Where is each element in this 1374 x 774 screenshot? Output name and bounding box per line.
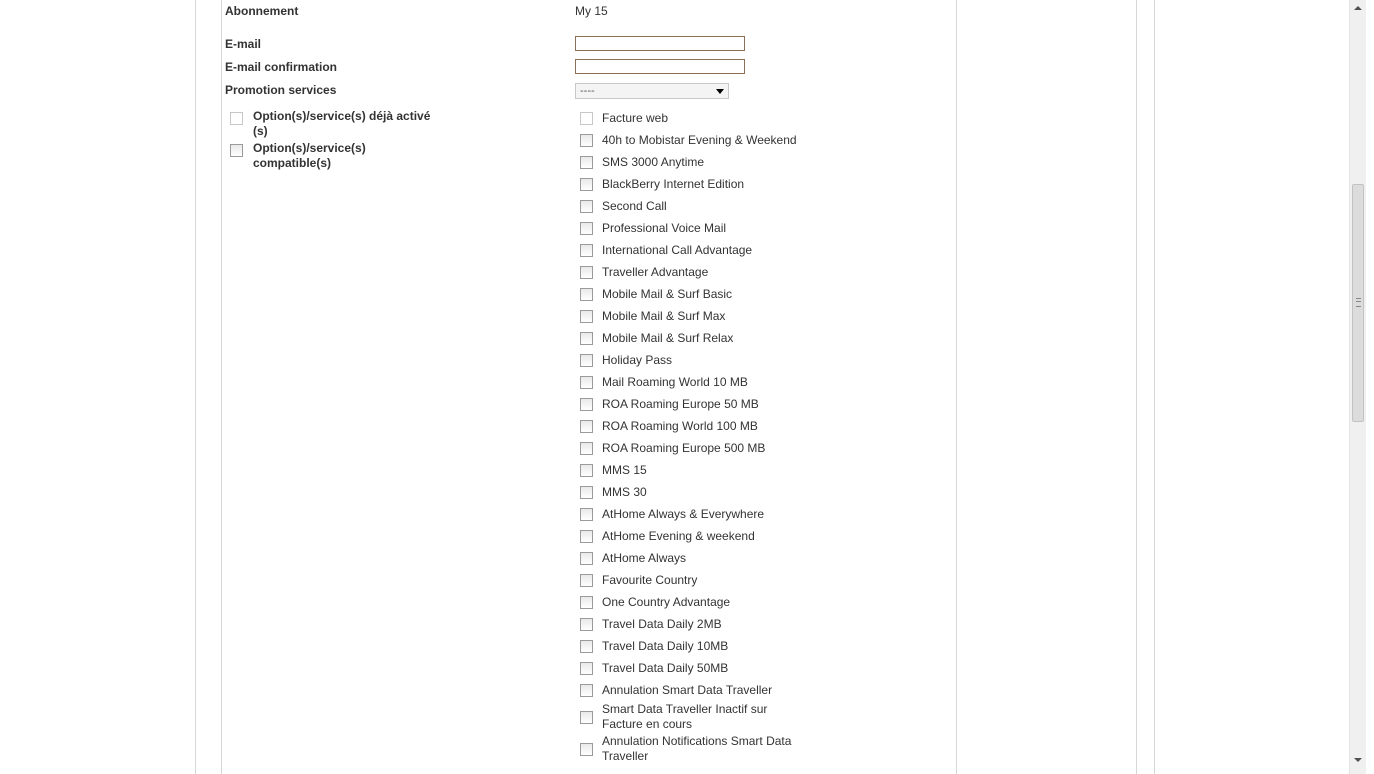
service-checkbox[interactable] [580,574,593,587]
service-label: International Call Advantage [602,243,753,257]
service-checkbox[interactable] [580,222,593,235]
compatible-services-label: Option(s)/service(s) compatible(s) [253,141,366,170]
service-checkbox[interactable] [580,288,593,301]
service-checkbox[interactable] [580,442,593,455]
service-label: Second Call [602,199,667,213]
service-label: AtHome Evening & weekend [602,529,755,543]
service-checkbox[interactable] [580,552,593,565]
subscription-value: My 15 [575,4,608,18]
service-checkbox[interactable] [580,530,593,543]
promotion-services-label: Promotion services [225,83,337,97]
service-label: Facture web [602,111,669,125]
service-checkbox[interactable] [580,420,593,433]
service-label: AtHome Always [602,551,687,565]
service-checkbox[interactable] [580,662,593,675]
service-checkbox[interactable] [580,743,593,756]
service-label: Travel Data Daily 2MB [602,617,722,631]
service-label: Annulation Smart Data Traveller [602,683,773,697]
vertical-scrollbar[interactable] [1349,0,1366,774]
service-label: Annulation Notifications Smart Data Traveller [602,734,792,763]
service-checkbox[interactable] [580,244,593,257]
service-label: 40h to Mobistar Evening & Weekend [602,133,797,147]
email-field[interactable] [575,36,745,51]
subscription-label: Abonnement [225,4,299,18]
scrollbar-thumb[interactable] [1352,184,1364,422]
service-checkbox[interactable] [580,640,593,653]
service-label: MMS 15 [602,463,647,477]
content-border-right [956,0,957,774]
service-checkbox[interactable] [580,508,593,521]
service-label: ROA Roaming Europe 50 MB [602,397,759,411]
service-checkbox[interactable] [580,711,593,724]
compatible-services-checkbox[interactable] [230,144,243,157]
service-checkbox[interactable] [580,376,593,389]
scroll-up-arrow-icon[interactable] [1354,6,1362,10]
service-label: Favourite Country [602,573,698,587]
service-label: Travel Data Daily 50MB [602,661,729,675]
service-label: Traveller Advantage [602,265,709,279]
page-border-right [1154,0,1155,774]
service-checkbox[interactable] [580,156,593,169]
service-label: Mobile Mail & Surf Basic [602,287,733,301]
service-checkbox[interactable] [580,684,593,697]
service-label: Mobile Mail & Surf Relax [602,331,734,345]
service-label: Mobile Mail & Surf Max [602,309,726,323]
service-label: SMS 3000 Anytime [602,155,705,169]
service-checkbox[interactable] [580,354,593,367]
service-label: One Country Advantage [602,595,731,609]
service-checkbox[interactable] [580,464,593,477]
content-border-left [221,0,222,774]
email-confirmation-label: E-mail confirmation [225,60,338,74]
active-services-checkbox[interactable] [230,112,243,125]
service-label: BlackBerry Internet Edition [602,177,745,191]
scroll-down-arrow-icon[interactable] [1354,758,1362,762]
service-checkbox[interactable] [580,310,593,323]
service-checkbox[interactable] [580,200,593,213]
service-checkbox[interactable] [580,486,593,499]
promotion-selected-value: ---- [580,85,595,97]
service-label: ROA Roaming World 100 MB [602,419,758,433]
page-border-left [195,0,196,774]
service-label: Smart Data Traveller Inactif sur Facture en cours [602,702,768,731]
service-checkbox[interactable] [580,398,593,411]
service-label: MMS 30 [602,485,647,499]
service-label: Mail Roaming World 10 MB [602,375,748,389]
service-checkbox[interactable] [580,618,593,631]
service-label: AtHome Always & Everywhere [602,507,765,521]
email-label: E-mail [225,37,262,51]
grip-icon [1356,298,1361,307]
service-checkbox[interactable] [580,178,593,191]
email-confirmation-field[interactable] [575,59,745,74]
sidebar-border-left [1136,0,1137,774]
service-checkbox[interactable] [580,112,593,125]
chevron-down-icon [716,89,724,94]
service-checkbox[interactable] [580,332,593,345]
active-services-label: Option(s)/service(s) déjà activé (s) [253,109,431,138]
service-checkbox[interactable] [580,266,593,279]
service-label: Travel Data Daily 10MB [602,639,729,653]
service-label: ROA Roaming Europe 500 MB [602,441,766,455]
promotion-services-select[interactable] [575,83,729,99]
service-label: Holiday Pass [602,353,673,367]
service-checkbox[interactable] [580,134,593,147]
service-label: Professional Voice Mail [602,221,727,235]
service-checkbox[interactable] [580,596,593,609]
